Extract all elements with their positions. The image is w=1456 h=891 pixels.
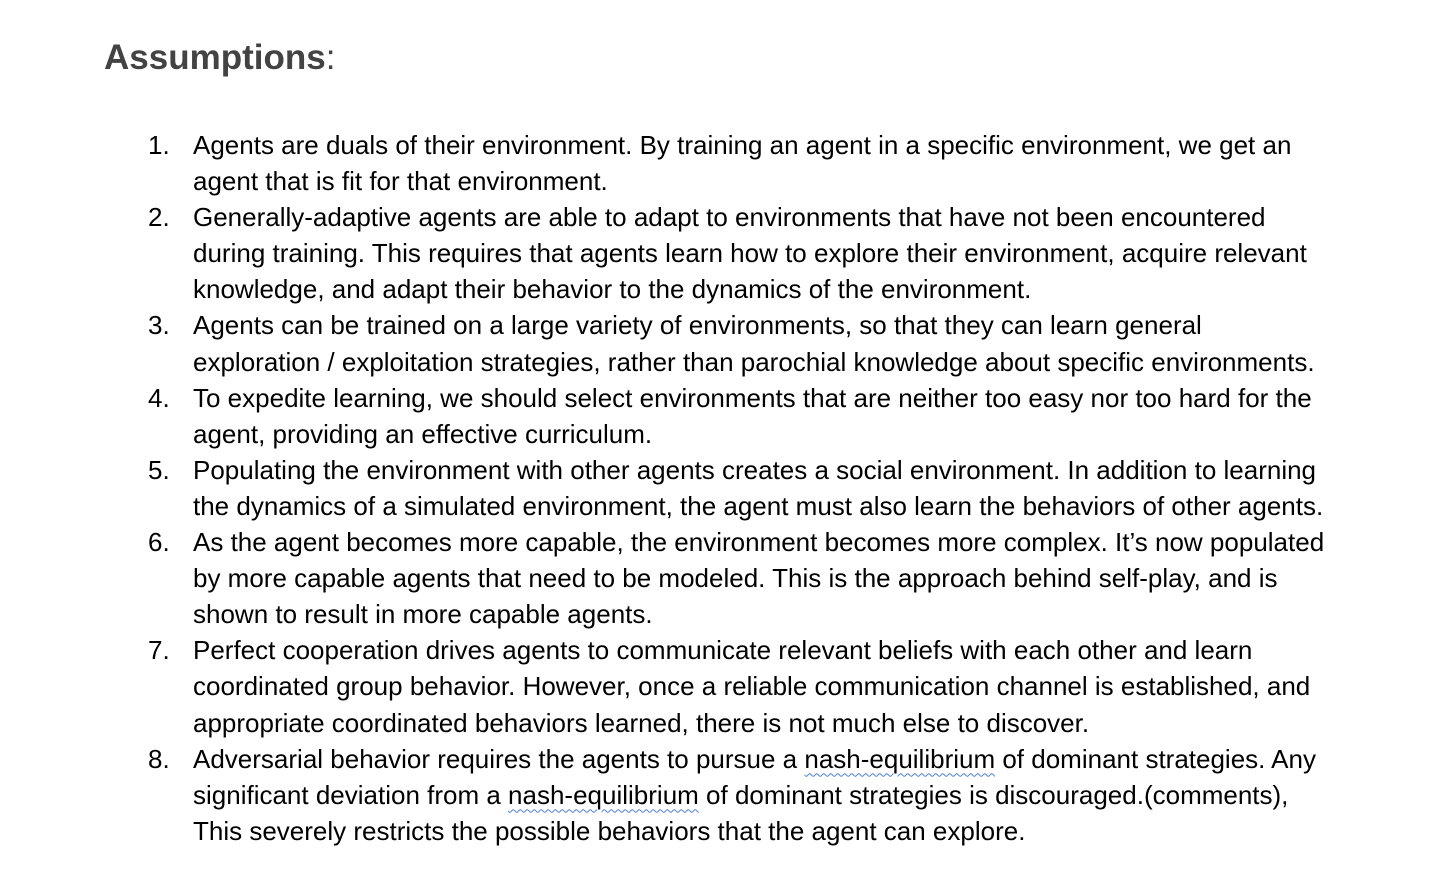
text-segment: during training. This requires that agents learn how to explore their environment, acquire relevant <box>193 238 1307 269</box>
list-item-text-line <box>193 777 1456 813</box>
text-segment: exploration / exploitation strategies, rather than parochial knowledge about specific environments. <box>193 346 1315 377</box>
list-item-number: 7. <box>148 635 170 666</box>
spellcheck-flagged-word[interactable]: nash-equilibrium <box>508 779 699 810</box>
heading-colon: : <box>325 38 336 77</box>
list-item-text-line <box>193 524 1456 560</box>
list-item-text-line <box>193 488 1456 524</box>
text-segment: Agents are duals of their environment. By training an agent in a specific environment, we get an <box>193 130 1292 160</box>
list-item-number: 3. <box>148 310 170 341</box>
list-item-text-line <box>193 199 1456 235</box>
text-segment: agent that is fit for that environment. <box>193 166 608 197</box>
list-item-text-line <box>193 560 1456 596</box>
list-item-text-line <box>193 705 1456 741</box>
list-item-text-line <box>193 163 1456 199</box>
list-item-text-line <box>193 452 1456 488</box>
text-segment: shown to result in more capable agents. <box>193 599 653 630</box>
list-item <box>0 524 1456 632</box>
list-item <box>0 380 1456 452</box>
list-item-number: 8. <box>148 743 170 774</box>
list-item-text-line <box>193 632 1456 668</box>
spellcheck-flagged-word[interactable]: nash-equilibrium <box>804 743 996 774</box>
list-item-number: 5. <box>148 454 170 485</box>
text-segment: To expedite learning, we should select environments that are neither too easy nor too hard for the <box>193 382 1312 413</box>
section-heading <box>104 36 335 80</box>
list-item-text-line <box>193 741 1456 777</box>
list-item-text-line <box>193 344 1456 380</box>
heading-title: Assumptions <box>104 38 326 77</box>
list-item-text-line <box>193 127 1456 163</box>
text-segment: significant deviation from a <box>193 779 509 810</box>
list-item-text-line <box>193 235 1456 271</box>
text-segment: agent, providing an effective curriculum. <box>193 418 653 449</box>
text-segment: of dominant strategies is discouraged.(comments), <box>698 779 1289 810</box>
text-segment: Populating the environment with other agents creates a social environment. In addition to learning <box>193 454 1317 485</box>
list-item-number: 4. <box>148 382 170 413</box>
text-segment: the dynamics of a simulated environment, the agent must also learn the behaviors of other agents. <box>193 490 1324 521</box>
list-item-text-line <box>193 307 1456 343</box>
list-item <box>0 741 1456 849</box>
text-segment: This severely restricts the possible behaviors that the agent can explore. <box>193 815 1026 846</box>
list-item <box>0 199 1456 307</box>
list-item-number: 2. <box>148 202 170 233</box>
list-item-text-line <box>193 271 1456 307</box>
text-segment: Perfect cooperation drives agents to communicate relevant beliefs with each other and learn <box>193 635 1253 666</box>
assumptions-list <box>0 127 1456 849</box>
text-segment: As the agent becomes more capable, the environment becomes more complex. It’s now populated <box>193 527 1325 558</box>
list-item-text-line <box>193 380 1456 416</box>
text-segment: by more capable agents that need to be modeled. This is the approach behind self-play, and is <box>193 563 1278 594</box>
list-item-text-line <box>193 596 1456 632</box>
list-item-number: 1. <box>148 130 170 160</box>
text-segment: of dominant strategies. Any <box>995 743 1316 774</box>
list-item <box>0 452 1456 524</box>
list-item-text-line <box>193 668 1456 704</box>
text-segment: Agents can be trained on a large variety of environments, so that they can learn general <box>193 310 1202 341</box>
text-segment: coordinated group behavior. However, once a reliable communication channel is established, and <box>193 671 1311 702</box>
list-item-text-line <box>193 813 1456 849</box>
list-item-number: 6. <box>148 527 170 558</box>
list-item <box>0 307 1456 379</box>
list-item <box>0 632 1456 740</box>
text-segment: knowledge, and adapt their behavior to the dynamics of the environment. <box>193 274 1032 305</box>
text-segment: Adversarial behavior requires the agents to pursue a <box>193 743 805 774</box>
list-item-text-line <box>193 416 1456 452</box>
list-item <box>0 127 1456 199</box>
text-segment: Generally-adaptive agents are able to adapt to environments that have not been encountered <box>193 202 1266 233</box>
text-segment: appropriate coordinated behaviors learned, there is not much else to discover. <box>193 707 1090 738</box>
